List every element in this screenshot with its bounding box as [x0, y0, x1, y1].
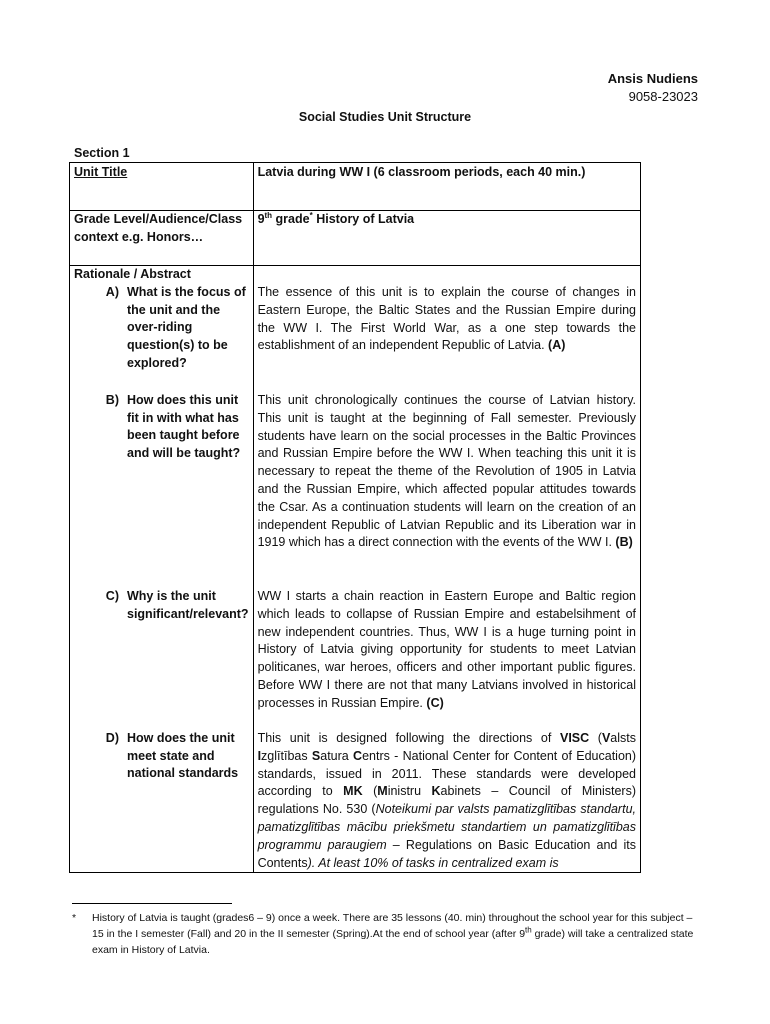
- regulation-title-lv: Noteikumi par valsts pamatizglītības standartu, pamatizglītības mācību priekšmetu standartiem un pamatizglītības programmu paraugiem: [257, 802, 636, 852]
- question-text: Why is the unit significant/relevant?: [127, 588, 249, 621]
- answer-text: inistru: [387, 784, 432, 799]
- question-text: What is the focus of the unit and the over-riding question(s) to be explored?: [127, 284, 246, 370]
- question-text: How does the unit meet state and national standards: [127, 730, 239, 781]
- footnote-divider: [72, 903, 232, 904]
- author-block: [608, 70, 698, 106]
- acronym-letter: C: [353, 748, 363, 763]
- question-letter: A): [105, 284, 119, 299]
- answer-text: – Regulations on Basic Education and its Contents: [257, 837, 636, 870]
- question-d: [74, 730, 249, 783]
- footnote-sup: th: [525, 925, 532, 935]
- grade-label: Grade Level/Audience/Class context e.g. Honors…: [70, 211, 254, 266]
- answer-text: ). At least 10% of tasks in centralized exam is: [307, 855, 559, 870]
- acronym-letter: V: [601, 731, 611, 745]
- footnote-text-a: History of Latvia is taught (grades6 – 9) once a week. There are 35 lessons (40. min) throughout the school year for this subject – 15 in the I semester (Fall) and 20 in the II semester (Spring).At the end of school year (after 9: [92, 912, 693, 940]
- question-text: How does this unit fit in with what has been taught before and will be taught?: [127, 392, 241, 461]
- author-id: 9058-23023: [628, 89, 698, 104]
- unit-title-label: Unit Title: [74, 165, 128, 179]
- question-letter: C): [105, 588, 119, 603]
- question-c: [74, 588, 249, 730]
- unit-title-value: Latvia during WW I (6 classroom periods, each 40 min.): [253, 163, 640, 211]
- answer-text: This unit is designed following the directions of: [257, 731, 560, 745]
- rationale-label: Rationale / Abstract: [74, 267, 191, 281]
- visc-acronym: VISC: [559, 731, 590, 745]
- answer-text: zglītības: [261, 748, 312, 763]
- acronym-letter: I: [257, 748, 262, 763]
- question-b: [74, 392, 249, 588]
- answer-text: alsts: [610, 731, 636, 745]
- answer-text: entrs - National Center for Content of Education) standards, issued in 2011. These standards were developed according to: [257, 748, 637, 799]
- section-label: Section 1: [74, 146, 130, 160]
- answer-tag: (C): [426, 695, 444, 710]
- table-row: [70, 211, 641, 266]
- answer-text: WW I starts a chain reaction in Eastern Europe and Baltic region which leads to collapse of Russian Empire and estabelsihment of new independent countries. Thus, WW I is a huge turning point in History of Latvia giving opportunity for students to meet Latvian politicanes, war heroes, officers and other important public figures. Before WW I there are not that many Latvians involved in historical processes in Russian Empire.: [257, 589, 636, 710]
- acronym-letter: S: [311, 748, 321, 763]
- answer-text: abinets – Council of Ministers) regulations No. 530 (: [257, 784, 637, 817]
- rationale-cell: [70, 266, 254, 873]
- unit-title-label-cell: [70, 163, 254, 211]
- answer-b: [258, 392, 636, 588]
- answer-text: atura: [320, 748, 354, 763]
- grade-sup: th: [264, 210, 273, 220]
- grade-value: [253, 211, 640, 266]
- question-a: [74, 284, 249, 392]
- answer-tag: (B): [615, 535, 633, 550]
- answer-d: [258, 730, 636, 872]
- table-row: [70, 266, 641, 873]
- footnote-text: [92, 910, 697, 958]
- acronym-letter: K: [431, 784, 441, 799]
- answer-text: This unit chronologically continues the course of Latvian history. This unit is taught at the beginning of Fall semester. Previously students have learn on the social processes in the Baltic Provinces and Russian Empire before the WW I. When teaching this unit it is necessary to repeat the theme of the Revolution of 1905 in Latvia and the Russian Empire, which affected popular attitudes towards the Csar. As a continuation students will learn on the creation of an independent Republic of Latvian Republic and its Liberation war in 1919 which has a direct connection with the events of the WW I.: [257, 393, 636, 550]
- question-letter: D): [105, 730, 119, 745]
- footnote-mark: *: [72, 912, 77, 924]
- answer-c: [258, 588, 636, 730]
- answer-text: (: [362, 784, 378, 799]
- question-letter: B): [105, 392, 119, 407]
- footnote-text-b: grade) will take a centralized state exam in History of Latvia.: [92, 928, 694, 956]
- footnote-ref: *: [309, 210, 313, 220]
- grade-number: 9: [257, 212, 265, 226]
- acronym-letter: M: [377, 784, 388, 799]
- grade-word: grade: [272, 212, 310, 226]
- document-title: Social Studies Unit Structure: [298, 110, 472, 124]
- grade-subject: History of Latvia: [312, 212, 415, 226]
- rationale-answers-cell: [253, 266, 640, 873]
- answer-tag: (A): [548, 338, 566, 353]
- mk-acronym: MK: [343, 784, 363, 799]
- answer-text: (: [589, 731, 602, 745]
- unit-structure-table: [69, 162, 641, 873]
- author-name: Ansis Nudiens: [607, 71, 698, 86]
- answer-a: [258, 284, 636, 392]
- footnote: [72, 910, 697, 958]
- table-row: [70, 163, 641, 211]
- answer-text: The essence of this unit is to explain the course of changes in Eastern Europe, the Baltic States and the Russian Empire during the WW I. The First World War, as a one step towards the establishment of an independent Republic of Latvia.: [257, 285, 636, 353]
